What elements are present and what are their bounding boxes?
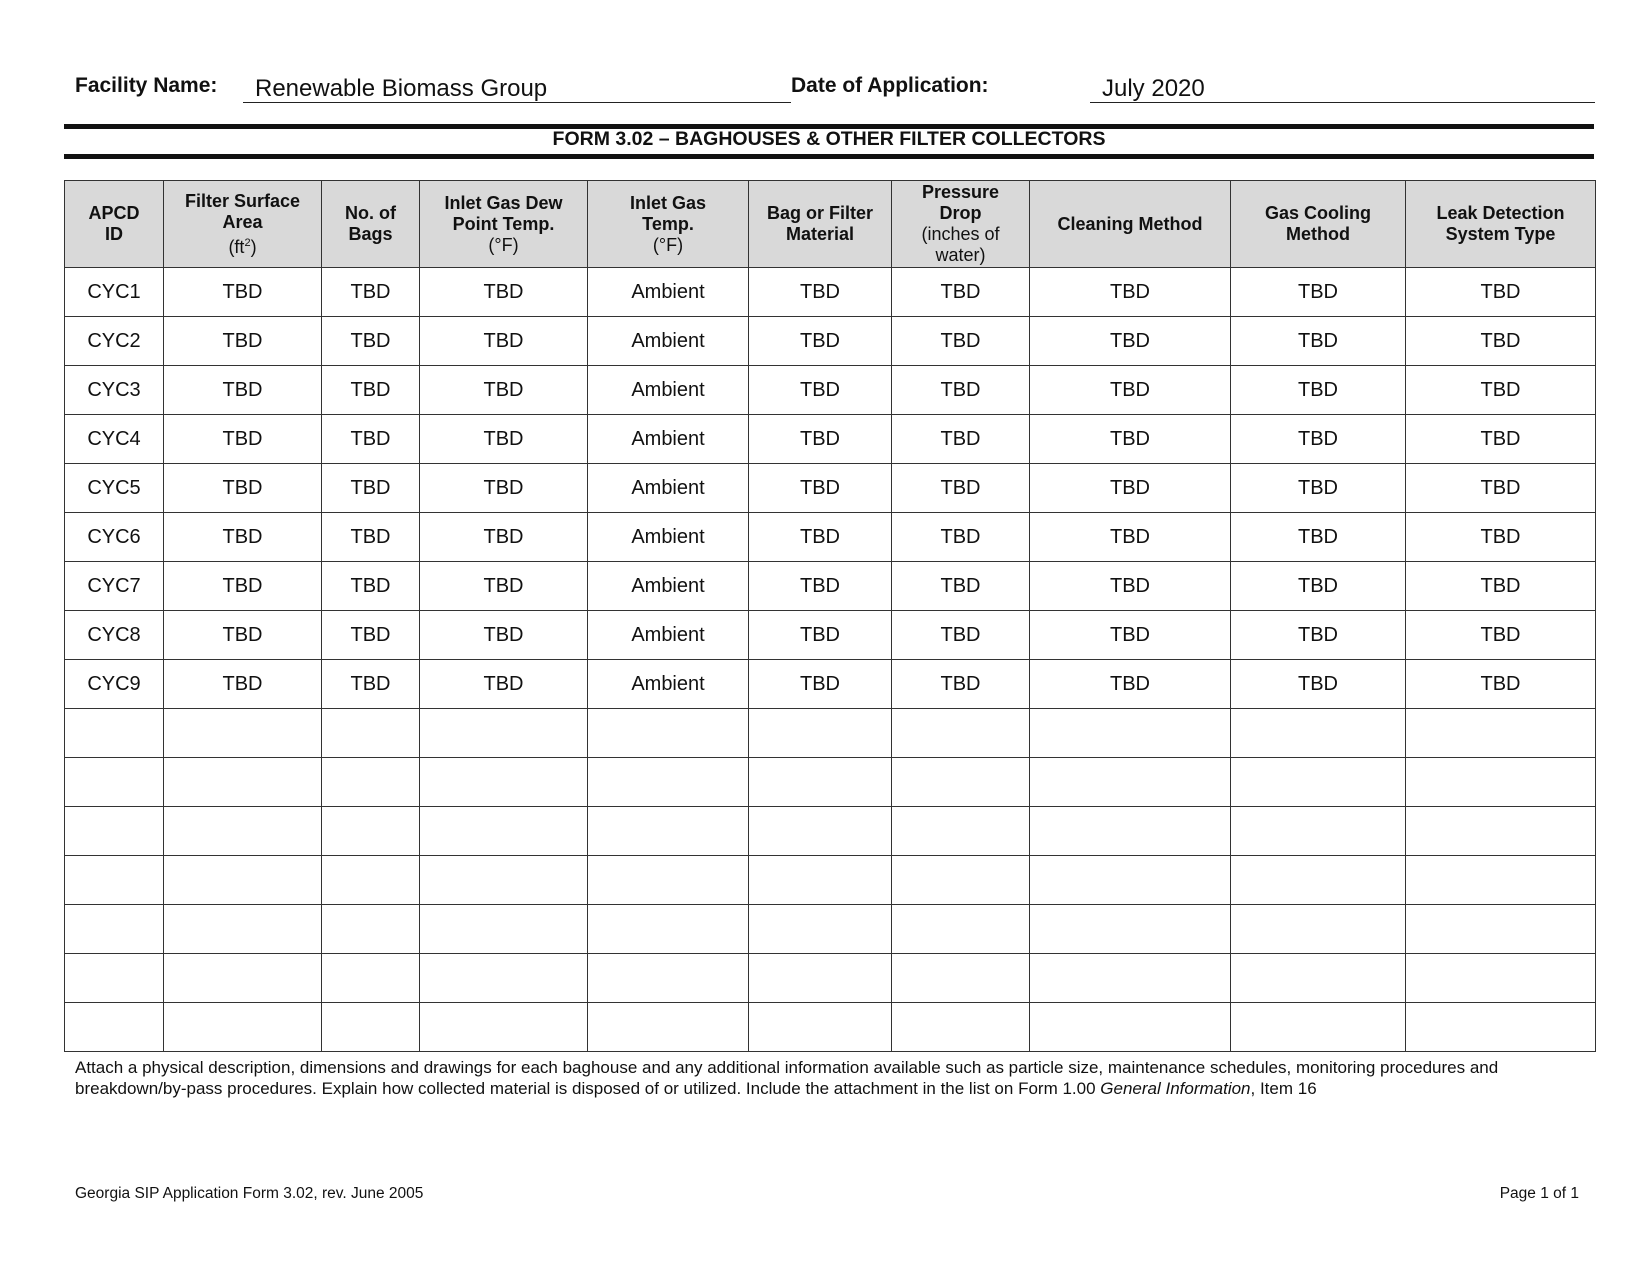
column-header-line: Point Temp.	[452, 213, 555, 234]
table-cell[interactable]	[322, 905, 420, 954]
column-header-line: Inlet Gas Dew	[444, 192, 563, 213]
table-cell[interactable]: TBD	[1231, 513, 1406, 562]
column-header	[322, 181, 420, 268]
column-header-line: Filter Surface	[184, 190, 301, 211]
table-cell[interactable]: CYC6	[65, 513, 164, 562]
table-cell[interactable]: TBD	[1030, 317, 1231, 366]
table-cell[interactable]: TBD	[322, 415, 420, 464]
column-unit	[588, 235, 748, 256]
table-cell[interactable]: TBD	[1406, 464, 1596, 513]
table-cell[interactable]	[164, 856, 322, 905]
column-header-line: Gas Cooling	[1264, 203, 1371, 223]
table-cell[interactable]	[65, 1003, 164, 1052]
table-cell[interactable]: TBD	[1030, 415, 1231, 464]
table-row	[65, 807, 1596, 856]
table-row	[65, 415, 1596, 464]
column-header-line: ID	[105, 224, 123, 244]
table-row	[65, 464, 1596, 513]
table-cell[interactable]: TBD	[749, 366, 892, 415]
unit-text: (ft	[228, 236, 245, 257]
column-header	[420, 181, 588, 268]
table-cell[interactable]: TBD	[322, 317, 420, 366]
table-cell[interactable]: TBD	[1231, 317, 1406, 366]
table-cell[interactable]	[1406, 1003, 1596, 1052]
table-cell[interactable]: TBD	[1406, 317, 1596, 366]
table-cell[interactable]: TBD	[420, 513, 588, 562]
table-cell[interactable]: TBD	[164, 317, 322, 366]
table-cell[interactable]	[65, 758, 164, 807]
table-cell[interactable]	[892, 758, 1030, 807]
column-header-line: Inlet Gas	[629, 192, 707, 213]
unit-text: (°F)	[488, 234, 519, 255]
table-cell[interactable]: TBD	[749, 268, 892, 317]
table-cell[interactable]	[588, 807, 749, 856]
table-row	[65, 268, 1596, 317]
table-cell[interactable]: TBD	[164, 415, 322, 464]
table-cell[interactable]	[164, 954, 322, 1003]
table-cell[interactable]	[1406, 905, 1596, 954]
table-cell[interactable]: TBD	[1030, 660, 1231, 709]
table-cell[interactable]	[1231, 758, 1406, 807]
table-cell[interactable]: TBD	[749, 513, 892, 562]
table-row	[65, 905, 1596, 954]
unit-text: (inches of	[921, 224, 1000, 244]
table-cell[interactable]: TBD	[1231, 660, 1406, 709]
header-row	[65, 181, 1596, 268]
table-cell[interactable]: TBD	[749, 660, 892, 709]
column-unit	[420, 235, 587, 256]
table-cell[interactable]	[420, 758, 588, 807]
table-cell[interactable]	[588, 856, 749, 905]
table-row	[65, 954, 1596, 1003]
table-cell[interactable]	[65, 709, 164, 758]
column-header	[892, 181, 1030, 268]
table-cell[interactable]	[322, 954, 420, 1003]
table-cell[interactable]: TBD	[420, 366, 588, 415]
table-cell[interactable]: TBD	[420, 562, 588, 611]
table-cell[interactable]: TBD	[420, 317, 588, 366]
column-header-line: No. of	[345, 203, 396, 223]
column-header-line: Method	[1286, 224, 1350, 244]
table-cell[interactable]	[892, 856, 1030, 905]
table-cell[interactable]: TBD	[164, 366, 322, 415]
table-row	[65, 611, 1596, 660]
table-cell[interactable]: TBD	[1030, 611, 1231, 660]
column-header	[749, 181, 892, 268]
table-cell[interactable]	[892, 954, 1030, 1003]
table-cell[interactable]	[1406, 856, 1596, 905]
table-cell[interactable]: Ambient	[588, 513, 749, 562]
table-cell[interactable]: TBD	[1406, 611, 1596, 660]
filter-collector-table	[64, 180, 1596, 1052]
table-cell[interactable]	[749, 905, 892, 954]
date-of-application-label: Date of Application:	[791, 74, 989, 97]
column-header-line: Cleaning Method	[1057, 213, 1203, 234]
table-cell[interactable]	[1406, 758, 1596, 807]
column-header	[1231, 181, 1406, 268]
column-header-line: Temp.	[642, 213, 694, 234]
table-cell[interactable]	[1030, 758, 1231, 807]
table-cell[interactable]: CYC2	[65, 317, 164, 366]
table-row	[65, 856, 1596, 905]
column-header-line: System Type	[1445, 224, 1556, 244]
table-cell[interactable]	[749, 1003, 892, 1052]
table-cell[interactable]	[1231, 954, 1406, 1003]
table-cell[interactable]: Ambient	[588, 660, 749, 709]
table-cell[interactable]: TBD	[892, 317, 1030, 366]
table-cell[interactable]: TBD	[1406, 366, 1596, 415]
table-row	[65, 317, 1596, 366]
table-cell[interactable]	[164, 1003, 322, 1052]
table-row	[65, 513, 1596, 562]
table-cell[interactable]: TBD	[892, 562, 1030, 611]
table-cell[interactable]: Ambient	[588, 611, 749, 660]
bottom-rule	[64, 154, 1594, 159]
column-header-line: Drop	[939, 203, 982, 223]
table-cell[interactable]: TBD	[1231, 464, 1406, 513]
table-row	[65, 709, 1596, 758]
table-cell[interactable]: TBD	[1406, 562, 1596, 611]
table-row	[65, 366, 1596, 415]
unit-text-end: )	[250, 236, 257, 257]
table-cell[interactable]: TBD	[1231, 268, 1406, 317]
table-cell[interactable]: TBD	[1406, 513, 1596, 562]
table-cell[interactable]	[588, 1003, 749, 1052]
table-cell[interactable]	[322, 758, 420, 807]
column-header-line: Pressure	[921, 182, 1000, 202]
table-cell[interactable]: TBD	[1030, 464, 1231, 513]
table-cell[interactable]	[749, 856, 892, 905]
table-cell[interactable]: TBD	[892, 660, 1030, 709]
column-header	[164, 181, 322, 268]
table-cell[interactable]: TBD	[420, 268, 588, 317]
table-cell[interactable]	[420, 905, 588, 954]
table-cell[interactable]: TBD	[164, 660, 322, 709]
table-cell[interactable]	[1406, 954, 1596, 1003]
table-cell[interactable]: TBD	[322, 611, 420, 660]
column-unit	[164, 233, 321, 258]
form-revision-footer: Georgia SIP Application Form 3.02, rev. June 2005	[75, 1185, 424, 1202]
table-cell[interactable]	[749, 758, 892, 807]
table-cell[interactable]: TBD	[1406, 660, 1596, 709]
table-cell[interactable]: TBD	[892, 464, 1030, 513]
table-cell[interactable]	[164, 709, 322, 758]
table-cell[interactable]: TBD	[1231, 562, 1406, 611]
attachment-instructions	[75, 1057, 1595, 1099]
table-cell[interactable]	[420, 856, 588, 905]
table-cell[interactable]: TBD	[1030, 562, 1231, 611]
table-cell[interactable]: TBD	[1030, 366, 1231, 415]
table-cell[interactable]	[588, 758, 749, 807]
table-cell[interactable]: Ambient	[588, 366, 749, 415]
table-cell[interactable]	[892, 807, 1030, 856]
table-cell[interactable]: CYC9	[65, 660, 164, 709]
column-header	[588, 181, 749, 268]
table-cell[interactable]	[1231, 856, 1406, 905]
table-cell[interactable]: TBD	[1231, 415, 1406, 464]
table-cell[interactable]: TBD	[322, 513, 420, 562]
table-cell[interactable]	[1030, 1003, 1231, 1052]
table-cell[interactable]	[1030, 807, 1231, 856]
instructions-text: Attach a physical description, dimensions and drawings for each baghouse and any additional information available such as particle size, maintenance schedules, monitoring procedures and breakdown/by-pass procedures. Explain how collected material is disposed of or utilized. Include the attachment in the list on Form 1.00	[75, 1058, 1499, 1098]
table-row	[65, 1003, 1596, 1052]
table-cell[interactable]	[65, 856, 164, 905]
facility-name-label: Facility Name:	[75, 74, 218, 97]
table-cell[interactable]	[892, 1003, 1030, 1052]
table-cell[interactable]	[1231, 709, 1406, 758]
table-cell[interactable]: TBD	[322, 366, 420, 415]
table-cell[interactable]	[1030, 856, 1231, 905]
table-cell[interactable]	[1030, 709, 1231, 758]
table-cell[interactable]: TBD	[420, 464, 588, 513]
table-cell[interactable]: TBD	[164, 464, 322, 513]
table-cell[interactable]: CYC3	[65, 366, 164, 415]
column-header-line: Leak Detection	[1436, 203, 1565, 223]
table-cell[interactable]: CYC8	[65, 611, 164, 660]
table-cell[interactable]: TBD	[1030, 268, 1231, 317]
date-of-application-field[interactable]: July 2020	[1090, 72, 1595, 103]
table-cell[interactable]: TBD	[322, 660, 420, 709]
table-cell[interactable]: TBD	[420, 611, 588, 660]
table-cell[interactable]	[1030, 905, 1231, 954]
table-cell[interactable]: CYC7	[65, 562, 164, 611]
table-cell[interactable]: TBD	[164, 562, 322, 611]
column-header	[1030, 181, 1231, 268]
table-cell[interactable]: TBD	[1406, 415, 1596, 464]
instructions-form-reference: General Information	[1100, 1079, 1251, 1098]
table-cell[interactable]: TBD	[420, 660, 588, 709]
table-cell[interactable]: TBD	[749, 317, 892, 366]
table-cell[interactable]: TBD	[749, 611, 892, 660]
table-cell[interactable]	[588, 709, 749, 758]
table-cell[interactable]: CYC1	[65, 268, 164, 317]
table-cell[interactable]: TBD	[749, 464, 892, 513]
instructions-item: , Item 16	[1250, 1079, 1317, 1098]
table-cell[interactable]: TBD	[892, 366, 1030, 415]
unit-superscript: 2	[244, 236, 251, 249]
table-cell[interactable]: TBD	[892, 268, 1030, 317]
column-header-line: Material	[785, 224, 855, 244]
column-header-line: Bag or Filter	[766, 203, 873, 223]
table-cell[interactable]: TBD	[420, 415, 588, 464]
table-cell[interactable]: TBD	[164, 268, 322, 317]
table-cell[interactable]: CYC4	[65, 415, 164, 464]
table-cell[interactable]	[749, 807, 892, 856]
table-cell[interactable]	[588, 954, 749, 1003]
table-cell[interactable]	[1406, 807, 1596, 856]
column-unit-line2: water)	[935, 245, 986, 265]
table-cell[interactable]	[588, 905, 749, 954]
table-cell[interactable]	[322, 856, 420, 905]
table-body	[65, 268, 1596, 1052]
table-cell[interactable]: TBD	[1231, 611, 1406, 660]
table-cell[interactable]: TBD	[322, 464, 420, 513]
table-cell[interactable]	[1030, 954, 1231, 1003]
table-cell[interactable]	[164, 905, 322, 954]
table-row	[65, 660, 1596, 709]
table-cell[interactable]	[164, 807, 322, 856]
table-cell[interactable]	[1231, 905, 1406, 954]
facility-name-field[interactable]: Renewable Biomass Group	[243, 72, 791, 103]
table-cell[interactable]	[420, 709, 588, 758]
table-cell[interactable]: TBD	[322, 562, 420, 611]
table-cell[interactable]	[420, 954, 588, 1003]
unit-text: (°F)	[652, 234, 684, 255]
table-cell[interactable]: Ambient	[588, 562, 749, 611]
table-cell[interactable]: TBD	[892, 611, 1030, 660]
table-cell[interactable]	[322, 807, 420, 856]
table-cell[interactable]: TBD	[1406, 268, 1596, 317]
table-cell[interactable]: TBD	[164, 513, 322, 562]
column-header	[1406, 181, 1596, 268]
table-cell[interactable]	[1231, 1003, 1406, 1052]
column-header	[65, 181, 164, 268]
table-cell[interactable]: TBD	[892, 415, 1030, 464]
table-cell[interactable]	[1406, 709, 1596, 758]
table-cell[interactable]: TBD	[749, 415, 892, 464]
page-number: Page 1 of 1	[1499, 1185, 1579, 1202]
table-cell[interactable]	[164, 758, 322, 807]
table-cell[interactable]	[322, 709, 420, 758]
column-header-line: Area	[222, 211, 263, 232]
column-header-line: Bags	[348, 224, 393, 244]
table-row	[65, 562, 1596, 611]
table-cell[interactable]	[892, 709, 1030, 758]
table-cell[interactable]	[65, 954, 164, 1003]
table-cell[interactable]: CYC5	[65, 464, 164, 513]
table-cell[interactable]: Ambient	[588, 317, 749, 366]
table-cell[interactable]: TBD	[1030, 513, 1231, 562]
table-cell[interactable]	[420, 807, 588, 856]
table-cell[interactable]	[892, 905, 1030, 954]
table-cell[interactable]: Ambient	[588, 268, 749, 317]
table-cell[interactable]: Ambient	[588, 464, 749, 513]
column-unit	[892, 224, 1029, 245]
table-cell[interactable]	[1231, 807, 1406, 856]
table-cell[interactable]: TBD	[892, 513, 1030, 562]
table-row	[65, 758, 1596, 807]
table-cell[interactable]	[749, 954, 892, 1003]
column-header-line: APCD	[88, 203, 140, 223]
table-cell[interactable]: TBD	[322, 268, 420, 317]
table-cell[interactable]: TBD	[1231, 366, 1406, 415]
table-cell[interactable]	[322, 1003, 420, 1052]
table-cell[interactable]: TBD	[164, 611, 322, 660]
table-cell[interactable]	[420, 1003, 588, 1052]
table-cell[interactable]	[749, 709, 892, 758]
table-cell[interactable]: Ambient	[588, 415, 749, 464]
table-cell[interactable]	[65, 905, 164, 954]
table-cell[interactable]: TBD	[749, 562, 892, 611]
form-title: FORM 3.02 – BAGHOUSES & OTHER FILTER COLLECTORS	[552, 128, 1106, 150]
table-cell[interactable]	[65, 807, 164, 856]
